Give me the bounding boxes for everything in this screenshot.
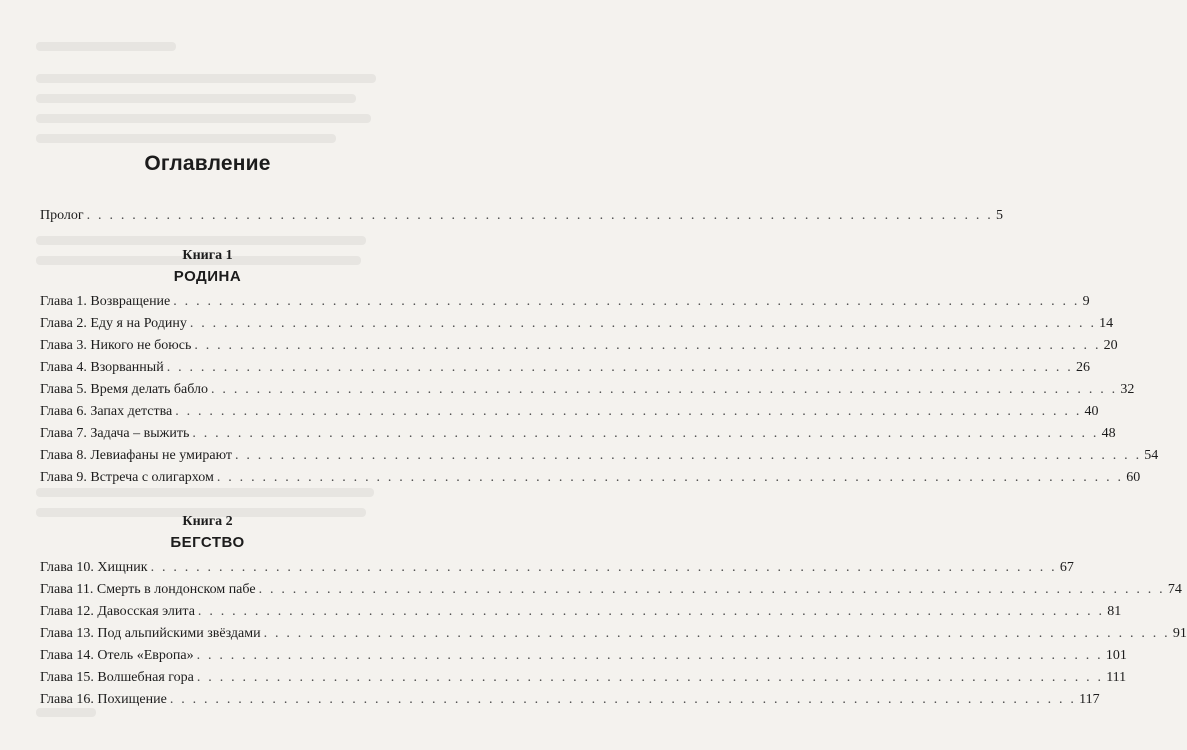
toc-entry-page: 5	[995, 208, 1003, 223]
toc-entry-label: Глава 10. Хищник	[40, 560, 148, 575]
toc-entry-label: Глава 16. Похищение	[40, 692, 167, 707]
toc-entry-label: Глава 14. Отель «Европа»	[40, 648, 194, 663]
show-through-line	[36, 708, 96, 717]
dot-leader: . . . . . . . . . . . . . . . . . . . . . . . . . . . . . . . . . . . . . . . . . . . . . . . . . . . . . . . . . . . . . . . . . . . . . . . . . . . . . . . .	[234, 448, 1142, 463]
show-through-line	[36, 134, 336, 143]
toc-entry-label: Глава 8. Левиафаны не умирают	[40, 448, 232, 463]
page-title: Оглавление	[144, 152, 271, 175]
book1-heading: Книга 1	[182, 248, 233, 263]
toc-entry-label: Глава 12. Давосская элита	[40, 604, 195, 619]
toc-entry-page: 26	[1076, 360, 1091, 375]
dot-leader: . . . . . . . . . . . . . . . . . . . . . . . . . . . . . . . . . . . . . . . . . . . . . . . . . . . . . . . . . . . . . . . . . . . . . . . . . . . . . . . .	[216, 470, 1124, 485]
dot-leader: . . . . . . . . . . . . . . . . . . . . . . . . . . . . . . . . . . . . . . . . . . . . . . . . . . . . . . . . . . . . . . . . . . . . . . . . . . . . . . . .	[196, 670, 1104, 685]
book2-title: БЕГСТВО	[170, 534, 245, 551]
show-through-line	[36, 94, 356, 103]
toc-entry-label: Глава 6. Запах детства	[40, 404, 173, 419]
toc-entry	[40, 670, 1127, 686]
dot-leader: . . . . . . . . . . . . . . . . . . . . . . . . . . . . . . . . . . . . . . . . . . . . . . . . . . . . . . . . . . . . . . . . . . . . . . . . . . . . . . . .	[86, 208, 993, 223]
toc-entry-page: 20	[1103, 338, 1118, 353]
toc-entry-label: Глава 1. Возвращение	[40, 294, 171, 309]
show-through-line	[36, 114, 371, 123]
show-through-line	[36, 74, 376, 83]
toc-entry	[40, 404, 1099, 420]
toc-entry-page: 67	[1059, 560, 1074, 575]
toc-entry	[40, 316, 1114, 332]
toc-entry	[40, 448, 1159, 464]
dot-leader: . . . . . . . . . . . . . . . . . . . . . . . . . . . . . . . . . . . . . . . . . . . . . . . . . . . . . . . . . . . . . . . . . . . . . . . . . . . . . . . .	[169, 692, 1077, 707]
toc-entry	[40, 582, 1182, 598]
dot-leader: . . . . . . . . . . . . . . . . . . . . . . . . . . . . . . . . . . . . . . . . . . . . . . . . . . . . . . . . . . . . . . . . . . . . . . . . . . . . . . . .	[173, 294, 1080, 309]
toc-entry	[40, 338, 1118, 354]
toc-entry-page: 9	[1082, 294, 1090, 309]
dot-leader: . . . . . . . . . . . . . . . . . . . . . . . . . . . . . . . . . . . . . . . . . . . . . . . . . . . . . . . . . . . . . . . . . . . . . . . . . . . . . . . .	[197, 604, 1105, 619]
toc-entry	[40, 470, 1141, 486]
toc-entry	[40, 426, 1116, 442]
toc-entry-page: 48	[1101, 426, 1116, 441]
toc-entry-label: Глава 15. Волшебная гора	[40, 670, 194, 685]
toc-entry-page: 81	[1107, 604, 1122, 619]
toc-entry-label: Глава 5. Время делать бабло	[40, 382, 209, 397]
dot-leader: . . . . . . . . . . . . . . . . . . . . . . . . . . . . . . . . . . . . . . . . . . . . . . . . . . . . . . . . . . . . . . . . . . . . . . . . . . . . . . . .	[175, 404, 1082, 419]
toc-entry-prologue	[40, 208, 1003, 224]
dot-leader: . . . . . . . . . . . . . . . . . . . . . . . . . . . . . . . . . . . . . . . . . . . . . . . . . . . . . . . . . . . . . . . . . . . . . . . . . . . . . . . .	[192, 426, 1099, 441]
show-through-line	[36, 42, 176, 51]
dot-leader: . . . . . . . . . . . . . . . . . . . . . . . . . . . . . . . . . . . . . . . . . . . . . . . . . . . . . . . . . . . . . . . . . . . . . . . . . . . . . . . .	[166, 360, 1074, 375]
dot-leader: . . . . . . . . . . . . . . . . . . . . . . . . . . . . . . . . . . . . . . . . . . . . . . . . . . . . . . . . . . . . . . . . . . . . . . . . . . . . . . . .	[189, 316, 1097, 331]
toc-entry-page: 101	[1105, 648, 1127, 663]
dot-leader: . . . . . . . . . . . . . . . . . . . . . . . . . . . . . . . . . . . . . . . . . . . . . . . . . . . . . . . . . . . . . . . . . . . . . . . . . . . . . . . .	[211, 382, 1118, 397]
toc-entry	[40, 294, 1090, 310]
toc-entry-label: Глава 3. Никого не боюсь	[40, 338, 192, 353]
toc-entry-page: 91	[1172, 626, 1187, 641]
book2-heading: Книга 2	[182, 514, 233, 529]
show-through-line	[36, 488, 374, 497]
toc-entry-page: 111	[1106, 670, 1127, 685]
book1-title: РОДИНА	[173, 268, 242, 285]
dot-leader: . . . . . . . . . . . . . . . . . . . . . . . . . . . . . . . . . . . . . . . . . . . . . . . . . . . . . . . . . . . . . . . . . . . . . . . . . . . . . . . .	[258, 582, 1165, 597]
toc-entry	[40, 560, 1074, 576]
dot-leader: . . . . . . . . . . . . . . . . . . . . . . . . . . . . . . . . . . . . . . . . . . . . . . . . . . . . . . . . . . . . . . . . . . . . . . . . . . . . . . . .	[194, 338, 1101, 353]
toc-entry-label: Пролог	[40, 208, 84, 223]
toc-entry	[40, 604, 1122, 620]
toc-entry	[40, 692, 1100, 708]
toc-entry-page: 60	[1126, 470, 1141, 485]
dot-leader: . . . . . . . . . . . . . . . . . . . . . . . . . . . . . . . . . . . . . . . . . . . . . . . . . . . . . . . . . . . . . . . . . . . . . . . . . . . . . . . .	[263, 626, 1170, 641]
show-through-line	[36, 236, 366, 245]
toc-entry-page: 54	[1144, 448, 1159, 463]
toc-entry-label: Глава 13. Под альпийскими звёздами	[40, 626, 261, 641]
toc-entry-page: 117	[1079, 692, 1100, 707]
toc-entry-label: Глава 2. Еду я на Родину	[40, 316, 187, 331]
toc-entry	[40, 626, 1187, 642]
toc-entry-page: 40	[1084, 404, 1099, 419]
toc-entry	[40, 360, 1091, 376]
toc-entry-label: Глава 11. Смерть в лондонском пабе	[40, 582, 256, 597]
toc-entry-label: Глава 4. Взорванный	[40, 360, 164, 375]
toc-entry-page: 32	[1120, 382, 1135, 397]
toc-entry-label: Глава 7. Задача – выжить	[40, 426, 190, 441]
dot-leader: . . . . . . . . . . . . . . . . . . . . . . . . . . . . . . . . . . . . . . . . . . . . . . . . . . . . . . . . . . . . . . . . . . . . . . . . . . . . . . . .	[196, 648, 1103, 663]
dot-leader: . . . . . . . . . . . . . . . . . . . . . . . . . . . . . . . . . . . . . . . . . . . . . . . . . . . . . . . . . . . . . . . . . . . . . . . . . . . . . . . .	[150, 560, 1057, 575]
toc-entry-page: 14	[1099, 316, 1114, 331]
toc-entry-label: Глава 9. Встреча с олигархом	[40, 470, 214, 485]
toc-entry	[40, 382, 1135, 398]
toc-entry-page: 74	[1167, 582, 1182, 597]
toc-entry	[40, 648, 1127, 664]
